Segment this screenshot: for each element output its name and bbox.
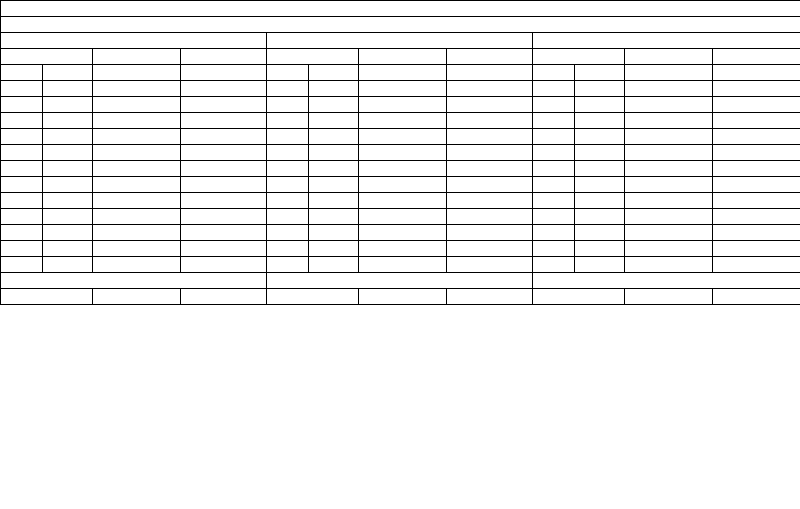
lunch-item — [625, 129, 713, 145]
dinner-item — [181, 113, 267, 129]
breakfast-item — [575, 81, 625, 97]
breakfast-item — [575, 177, 625, 193]
breakfast-item — [1, 113, 43, 129]
breakfast-item — [1, 97, 43, 113]
breakfast-item — [43, 225, 93, 241]
breakfast-item — [309, 129, 359, 145]
lunch-item — [93, 129, 181, 145]
breakfast-item — [43, 241, 93, 257]
table-row — [1, 209, 800, 225]
meal-header-dinner — [181, 289, 267, 305]
table-row — [1, 81, 800, 97]
lunch-item — [359, 65, 447, 81]
dinner-item — [181, 65, 267, 81]
dinner-item — [181, 129, 267, 145]
breakfast-item — [1, 65, 43, 81]
breakfast-item — [533, 225, 575, 241]
breakfast-item — [575, 193, 625, 209]
breakfast-item — [1, 241, 43, 257]
lunch-item — [359, 81, 447, 97]
lunch-item — [93, 145, 181, 161]
meal-header-lunch — [359, 49, 447, 65]
breakfast-item — [575, 65, 625, 81]
breakfast-item — [533, 65, 575, 81]
breakfast-item — [267, 193, 309, 209]
breakfast-item — [309, 113, 359, 129]
dinner-item — [447, 225, 533, 241]
meal-header-dinner — [447, 289, 533, 305]
breakfast-item — [267, 81, 309, 97]
dinner-item — [713, 241, 800, 257]
breakfast-item — [1, 129, 43, 145]
dinner-item — [713, 209, 800, 225]
lunch-item — [625, 193, 713, 209]
breakfast-item — [309, 97, 359, 113]
meal-header-breakfast — [267, 49, 359, 65]
lunch-item — [93, 209, 181, 225]
table-row — [1, 177, 800, 193]
dinner-item — [181, 161, 267, 177]
lunch-item — [93, 81, 181, 97]
table-row — [1, 193, 800, 209]
lunch-item — [359, 161, 447, 177]
meal-header-lunch — [93, 49, 181, 65]
breakfast-item — [309, 161, 359, 177]
dinner-item — [447, 129, 533, 145]
table-row — [1, 161, 800, 177]
lunch-item — [625, 113, 713, 129]
breakfast-item — [575, 97, 625, 113]
lunch-item — [359, 193, 447, 209]
lunch-item — [625, 241, 713, 257]
dinner-item — [713, 257, 800, 273]
breakfast-item — [43, 97, 93, 113]
day-header — [1, 273, 267, 289]
breakfast-item — [575, 145, 625, 161]
lunch-item — [625, 145, 713, 161]
breakfast-item — [309, 65, 359, 81]
day-header — [1, 33, 267, 49]
breakfast-item — [43, 129, 93, 145]
breakfast-item — [309, 257, 359, 273]
breakfast-item — [575, 209, 625, 225]
breakfast-item — [1, 177, 43, 193]
breakfast-item — [43, 177, 93, 193]
breakfast-item — [533, 81, 575, 97]
dinner-item — [181, 177, 267, 193]
dinner-item — [713, 177, 800, 193]
dinner-item — [181, 257, 267, 273]
breakfast-item — [43, 113, 93, 129]
day-header — [533, 273, 800, 289]
dinner-item — [181, 225, 267, 241]
dinner-item — [447, 257, 533, 273]
breakfast-item — [533, 193, 575, 209]
dinner-item — [713, 97, 800, 113]
day-header — [533, 33, 800, 49]
breakfast-item — [43, 65, 93, 81]
day-header — [267, 273, 533, 289]
breakfast-item — [43, 193, 93, 209]
dinner-item — [447, 81, 533, 97]
page-title — [1, 1, 800, 17]
meal-header-breakfast — [267, 289, 359, 305]
lunch-item — [625, 97, 713, 113]
dinner-item — [447, 145, 533, 161]
breakfast-item — [267, 241, 309, 257]
dinner-item — [181, 145, 267, 161]
dinner-item — [447, 177, 533, 193]
breakfast-item — [533, 113, 575, 129]
dinner-item — [713, 145, 800, 161]
breakfast-item — [43, 161, 93, 177]
dinner-item — [181, 97, 267, 113]
breakfast-item — [1, 145, 43, 161]
breakfast-item — [309, 145, 359, 161]
lunch-item — [625, 209, 713, 225]
breakfast-item — [267, 145, 309, 161]
breakfast-item — [575, 257, 625, 273]
breakfast-item — [575, 129, 625, 145]
lunch-item — [93, 193, 181, 209]
lunch-item — [359, 113, 447, 129]
breakfast-item — [575, 241, 625, 257]
breakfast-item — [575, 113, 625, 129]
meal-header-lunch — [625, 289, 713, 305]
meal-header-dinner — [713, 49, 800, 65]
dinner-item — [447, 209, 533, 225]
lunch-item — [93, 177, 181, 193]
breakfast-item — [267, 113, 309, 129]
lunch-item — [359, 241, 447, 257]
dinner-item — [713, 193, 800, 209]
dinner-item — [447, 113, 533, 129]
breakfast-item — [533, 161, 575, 177]
breakfast-item — [43, 257, 93, 273]
meal-header-lunch — [359, 289, 447, 305]
breakfast-item — [533, 97, 575, 113]
breakfast-item — [309, 209, 359, 225]
breakfast-item — [533, 257, 575, 273]
lunch-item — [359, 225, 447, 241]
table-row — [1, 241, 800, 257]
lunch-item — [359, 145, 447, 161]
meal-header-dinner — [713, 289, 800, 305]
breakfast-item — [533, 177, 575, 193]
breakfast-item — [43, 81, 93, 97]
lunch-item — [625, 81, 713, 97]
breakfast-item — [309, 177, 359, 193]
breakfast-item — [1, 161, 43, 177]
table-row — [1, 129, 800, 145]
dinner-item — [447, 193, 533, 209]
meal-header-lunch — [93, 289, 181, 305]
dinner-item — [713, 65, 800, 81]
day-header — [267, 33, 533, 49]
table-row — [1, 225, 800, 241]
dinner-item — [447, 65, 533, 81]
breakfast-item — [43, 145, 93, 161]
breakfast-item — [575, 161, 625, 177]
lunch-item — [625, 161, 713, 177]
dinner-item — [713, 225, 800, 241]
dinner-item — [447, 161, 533, 177]
table-row — [1, 257, 800, 273]
dinner-item — [181, 81, 267, 97]
lunch-item — [93, 225, 181, 241]
breakfast-item — [1, 209, 43, 225]
dinner-item — [713, 81, 800, 97]
lunch-item — [359, 209, 447, 225]
lunch-item — [93, 161, 181, 177]
dinner-item — [447, 97, 533, 113]
meal-header-breakfast — [1, 49, 93, 65]
dinner-item — [713, 161, 800, 177]
breakfast-item — [1, 193, 43, 209]
lunch-item — [93, 65, 181, 81]
date-range — [1, 17, 800, 33]
table-row — [1, 113, 800, 129]
breakfast-item — [267, 161, 309, 177]
meal-header-breakfast — [533, 49, 625, 65]
breakfast-item — [533, 145, 575, 161]
lunch-item — [93, 241, 181, 257]
lunch-item — [359, 177, 447, 193]
table-row — [1, 97, 800, 113]
table-row — [1, 65, 800, 81]
meal-header-breakfast — [1, 289, 93, 305]
breakfast-item — [1, 81, 43, 97]
breakfast-item — [267, 97, 309, 113]
lunch-item — [625, 65, 713, 81]
breakfast-item — [1, 257, 43, 273]
breakfast-item — [267, 209, 309, 225]
breakfast-item — [309, 81, 359, 97]
breakfast-item — [267, 257, 309, 273]
breakfast-item — [1, 225, 43, 241]
meal-header-breakfast — [533, 289, 625, 305]
breakfast-item — [575, 225, 625, 241]
dinner-item — [713, 113, 800, 129]
breakfast-item — [533, 241, 575, 257]
lunch-item — [359, 129, 447, 145]
breakfast-item — [309, 241, 359, 257]
dinner-item — [181, 241, 267, 257]
breakfast-item — [533, 129, 575, 145]
table-row — [1, 145, 800, 161]
lunch-item — [625, 177, 713, 193]
lunch-item — [625, 225, 713, 241]
breakfast-item — [43, 209, 93, 225]
breakfast-item — [267, 65, 309, 81]
breakfast-item — [267, 225, 309, 241]
meal-header-dinner — [447, 49, 533, 65]
dinner-item — [181, 193, 267, 209]
lunch-item — [93, 257, 181, 273]
dinner-item — [181, 209, 267, 225]
lunch-item — [625, 257, 713, 273]
meal-header-dinner — [181, 49, 267, 65]
breakfast-item — [267, 177, 309, 193]
dinner-item — [447, 241, 533, 257]
breakfast-item — [309, 193, 359, 209]
breakfast-item — [533, 209, 575, 225]
meal-header-lunch — [625, 49, 713, 65]
lunch-item — [359, 257, 447, 273]
breakfast-item — [309, 225, 359, 241]
dinner-item — [713, 129, 800, 145]
breakfast-item — [267, 129, 309, 145]
lunch-item — [359, 97, 447, 113]
lunch-item — [93, 113, 181, 129]
lunch-item — [93, 97, 181, 113]
